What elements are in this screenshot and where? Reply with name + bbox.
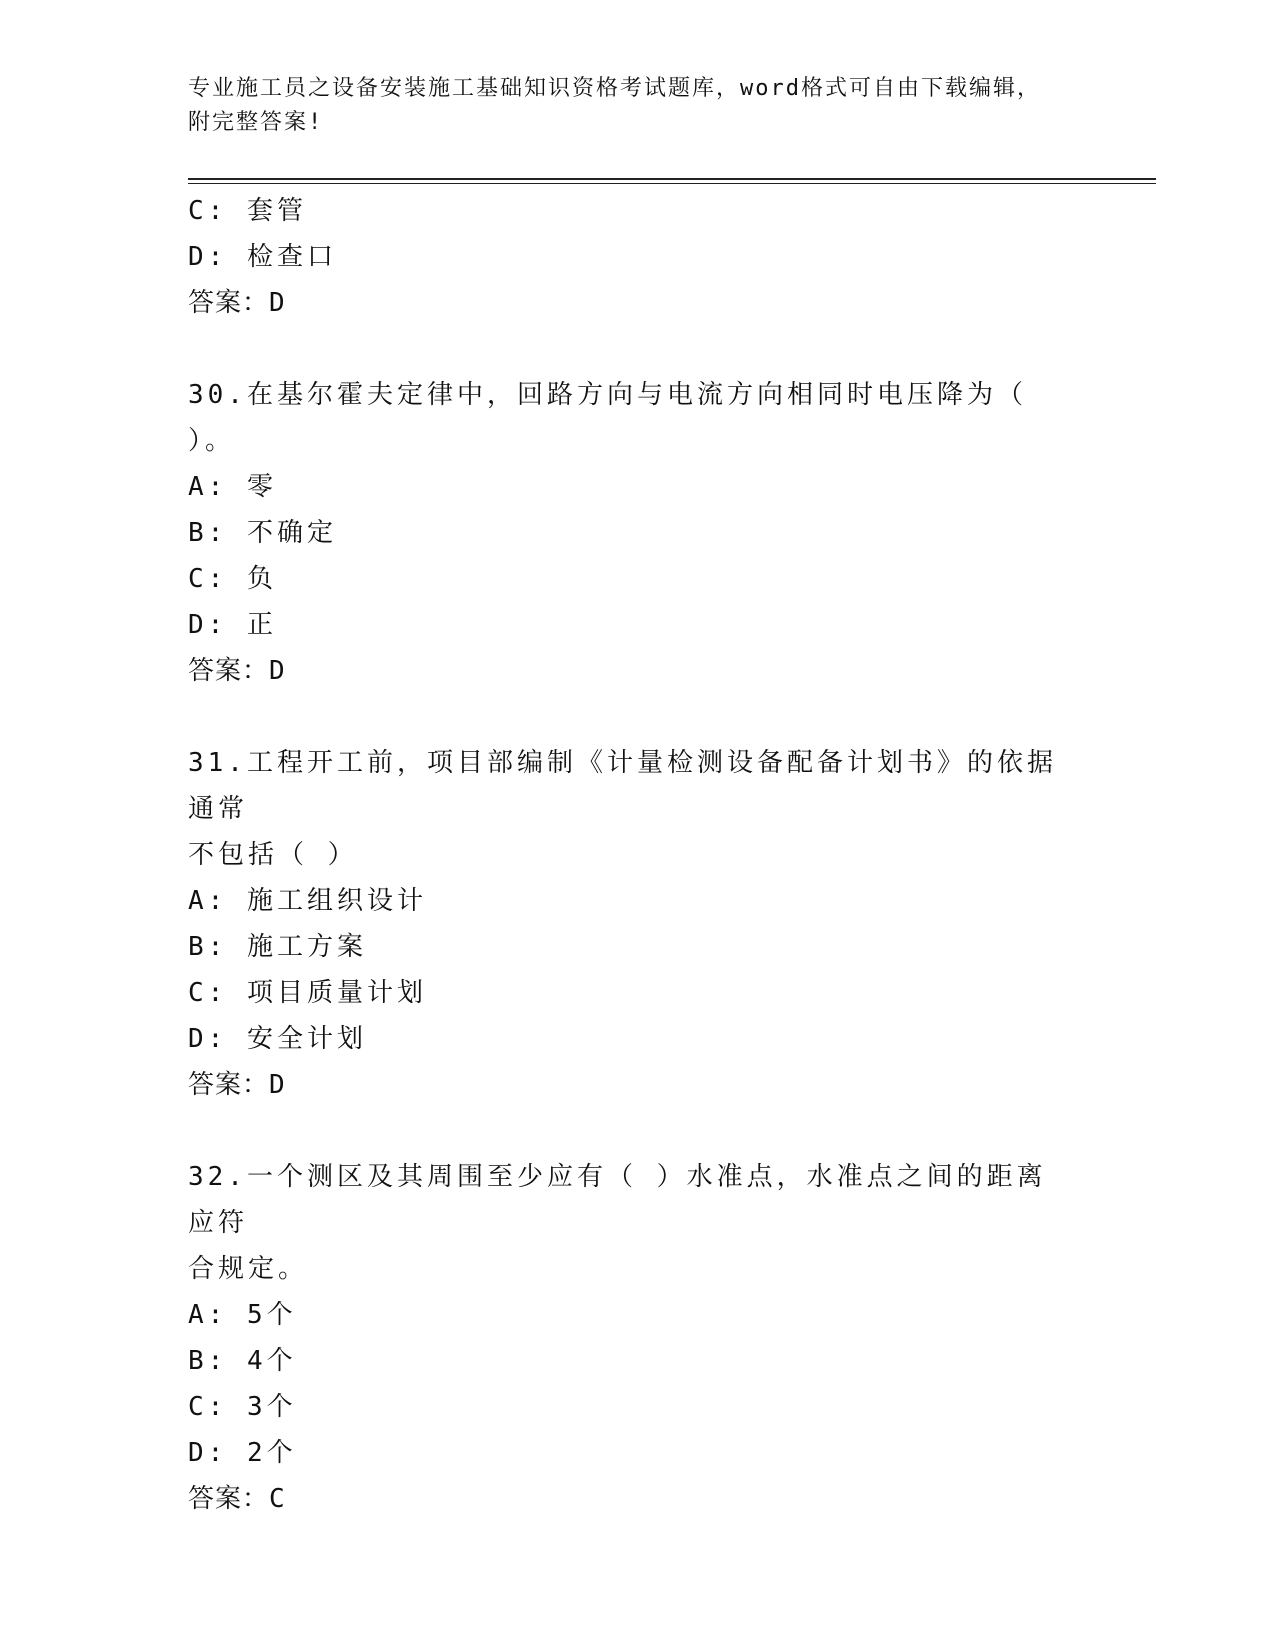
header-line-2: 附完整答案! bbox=[188, 110, 324, 135]
option-d: D: 2个 bbox=[188, 1438, 297, 1468]
option-c: C: 3个 bbox=[188, 1392, 297, 1422]
question-29-partial bbox=[188, 188, 1088, 326]
header-line-1: 专业施工员之设备安装施工基础知识资格考试题库，word格式可自由下载编辑， bbox=[188, 76, 1041, 101]
question-title: 31.工程开工前，项目部编制《计量检测设备配备计划书》的依据通常 不包括（ ） bbox=[188, 748, 1057, 870]
spacer bbox=[188, 694, 1088, 740]
option-d: D: 检查口 bbox=[188, 242, 337, 272]
option-b: B: 不确定 bbox=[188, 518, 337, 548]
option-c: C: 负 bbox=[188, 564, 277, 594]
header-divider-thick bbox=[188, 178, 1156, 180]
spacer bbox=[188, 326, 1088, 372]
option-c: C: 项目质量计划 bbox=[188, 978, 427, 1008]
option-b: B: 4个 bbox=[188, 1346, 297, 1376]
answer-line: 答案：C bbox=[188, 1484, 286, 1514]
option-a: A: 5个 bbox=[188, 1300, 297, 1330]
header-divider-thin bbox=[188, 183, 1156, 184]
answer-line: 答案：D bbox=[188, 656, 286, 686]
question-31 bbox=[188, 740, 1088, 1108]
answer-line: 答案：D bbox=[188, 288, 286, 318]
question-32 bbox=[188, 1154, 1088, 1522]
answer-line: 答案：D bbox=[188, 1070, 286, 1100]
option-a: A: 零 bbox=[188, 472, 277, 502]
question-list bbox=[188, 188, 1088, 1522]
document-header bbox=[188, 72, 1088, 140]
option-d: D: 安全计划 bbox=[188, 1024, 367, 1054]
option-d: D: 正 bbox=[188, 610, 277, 640]
option-a: A: 施工组织设计 bbox=[188, 886, 427, 916]
spacer bbox=[188, 1108, 1088, 1154]
question-title: 30.在基尔霍夫定律中，回路方向与电流方向相同时电压降为（ ）。 bbox=[188, 380, 1027, 456]
question-30 bbox=[188, 372, 1088, 694]
option-c: C: 套管 bbox=[188, 196, 307, 226]
option-b: B: 施工方案 bbox=[188, 932, 367, 962]
question-title: 32.一个测区及其周围至少应有（ ）水准点，水准点之间的距离应符 合规定。 bbox=[188, 1162, 1047, 1284]
